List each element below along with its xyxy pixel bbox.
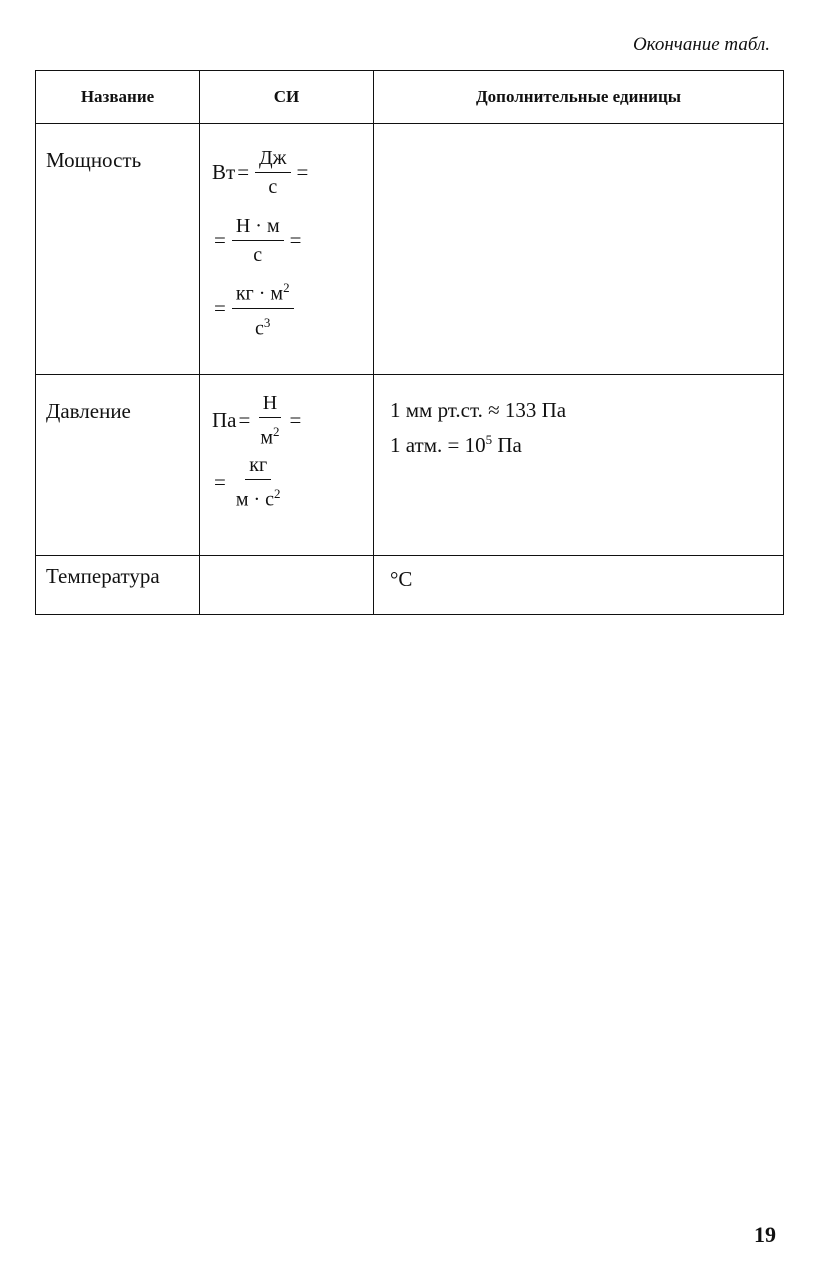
- quantity-name: Мощность: [36, 124, 200, 375]
- fraction-denominator: $м \cdot с^2$: [235, 485, 281, 511]
- extra-unit-line: °C: [390, 567, 413, 591]
- formula-line: [212, 138, 373, 206]
- fraction: [232, 276, 294, 340]
- si-formula: [200, 124, 374, 375]
- header-name: Название: [36, 71, 200, 124]
- equals-sign: =: [289, 227, 302, 252]
- equals-sign: =: [237, 159, 250, 184]
- fraction-denominator: с: [253, 243, 263, 266]
- table-row: [36, 375, 784, 556]
- si-formula: [200, 375, 374, 556]
- quantity-name: Температура: [36, 556, 200, 615]
- si-formula: [200, 556, 374, 615]
- extra-units: [374, 556, 784, 615]
- units-table: [35, 70, 784, 615]
- header-extra-units: Дополнительные единицы: [374, 71, 784, 124]
- formula-line: [212, 206, 373, 274]
- unit-symbol: Вт: [212, 159, 236, 184]
- fraction-denominator: $м^2$: [260, 423, 280, 449]
- fraction-numerator: кг · $м^2$: [232, 276, 294, 309]
- formula-line: [212, 451, 373, 513]
- quantity-name: Давление: [36, 375, 200, 556]
- table-row: [36, 124, 784, 375]
- formula-line: [212, 274, 373, 342]
- equals-sign: =: [238, 407, 251, 432]
- unit-symbol: Па: [212, 407, 237, 432]
- fraction: [232, 453, 285, 512]
- page-number: 19: [754, 1222, 776, 1247]
- table-continuation-caption: Окончание табл.: [632, 34, 770, 55]
- fraction-numerator: Н: [259, 391, 281, 418]
- fraction-numerator: Н · м: [232, 214, 284, 241]
- fraction: [256, 391, 283, 450]
- fraction: [232, 214, 284, 267]
- extra-unit-line: 1 атм. = $10^5$ Па: [390, 432, 522, 457]
- extra-unit-line: 1 мм рт.ст. ≈ 133 Па: [390, 398, 567, 422]
- table-row: [36, 556, 784, 615]
- header-si: СИ: [200, 71, 374, 124]
- fraction-numerator: Дж: [255, 146, 290, 173]
- fraction: [255, 146, 290, 199]
- fraction-denominator: $с^3$: [255, 314, 271, 340]
- equals-sign: =: [214, 227, 226, 252]
- formula-line: [212, 389, 373, 451]
- equals-sign: =: [214, 295, 226, 320]
- equals-sign: =: [214, 469, 226, 494]
- table-header-row: [36, 71, 784, 124]
- fraction-numerator: кг: [245, 453, 271, 480]
- extra-units: [374, 375, 784, 556]
- equals-sign: =: [289, 407, 302, 432]
- equals-sign: =: [296, 159, 309, 184]
- fraction-denominator: с: [268, 175, 278, 198]
- extra-units: [374, 124, 784, 375]
